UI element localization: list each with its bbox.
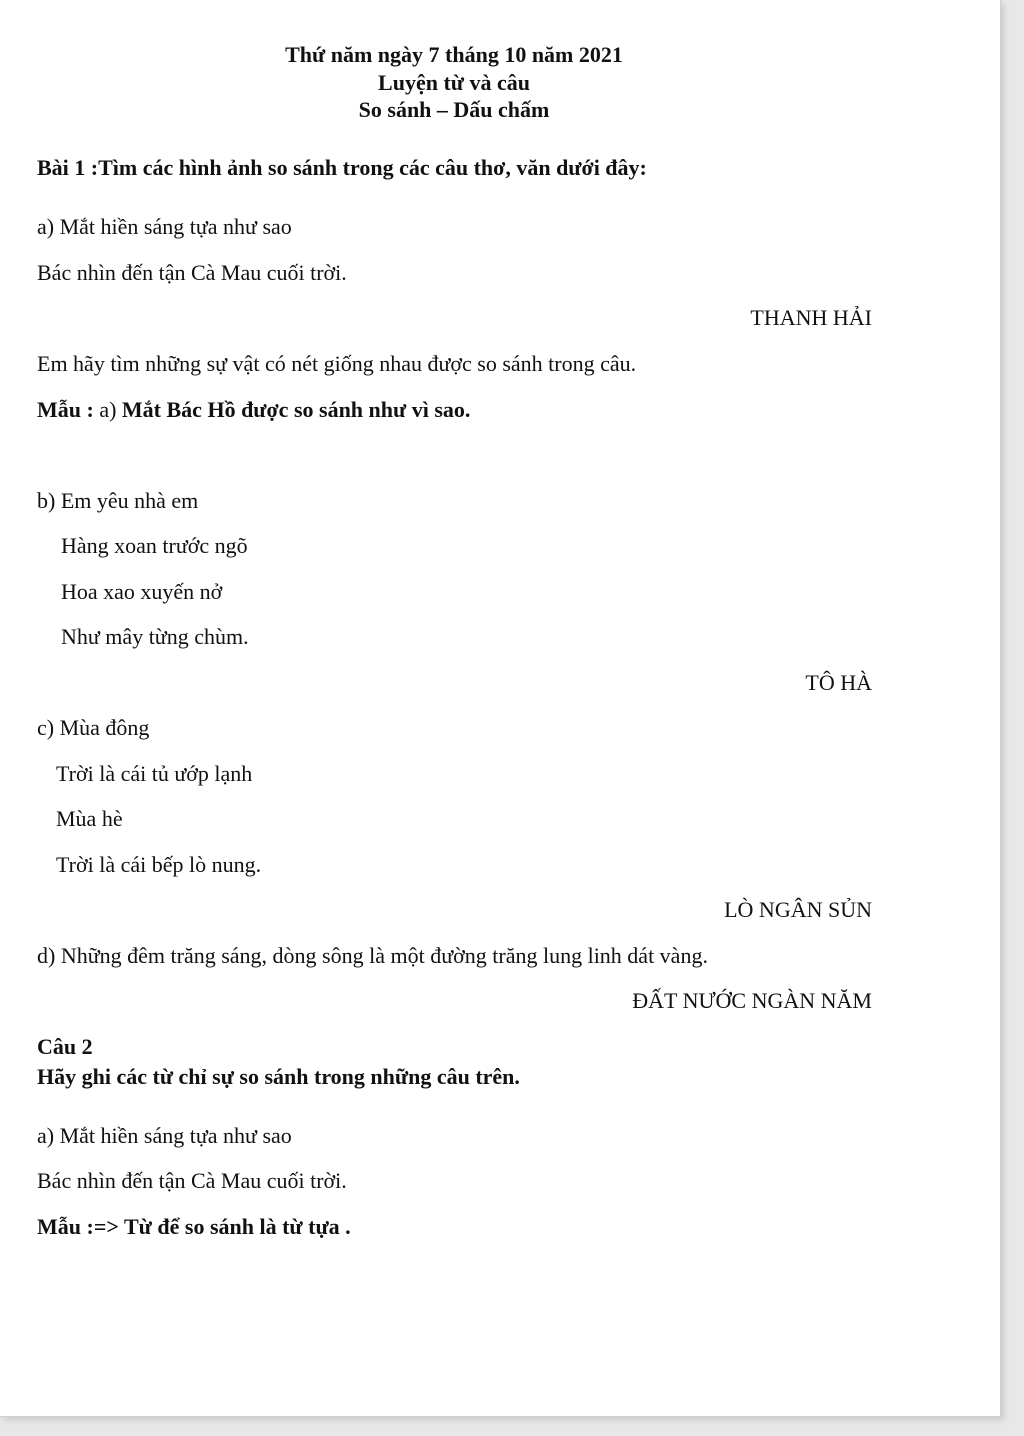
example-label: Mẫu : [37, 397, 94, 422]
exercise-1b-line-4: Như mây từng chùm. [61, 624, 249, 649]
exercise-2-instruction: Hãy ghi các từ chỉ sự so sánh trong những câu trên. [37, 1064, 520, 1089]
exercise-1d-line-1: d) Những đêm trăng sáng, dòng sông là một đường trăng lung linh dát vàng. [37, 943, 708, 968]
exercise-1a-line-1: a) Mắt hiền sáng tựa như sao [37, 214, 292, 239]
date-heading: Thứ năm ngày 7 tháng 10 năm 2021 [285, 42, 623, 67]
topic-heading: So sánh – Dấu chấm [358, 97, 550, 122]
exercise-2-title: Câu 2 [37, 1034, 93, 1059]
exercise-1-example [37, 399, 470, 421]
exercise-1b-line-3: Hoa xao xuyến nở [61, 579, 223, 604]
exercise-1-instruction: Em hãy tìm những sự vật có nét giống nhau được so sánh trong câu. [37, 351, 637, 376]
exercise-1a-line-2: Bác nhìn đến tận Cà Mau cuối trời. [37, 260, 347, 285]
exercise-1d-author: ĐẤT NƯỚC NGÀN NĂM [632, 988, 872, 1013]
exercise-1c-line-2: Trời là cái tủ ướp lạnh [56, 761, 253, 786]
exercise-1b-author: TÔ HÀ [805, 670, 872, 695]
exercise-2-example: Mẫu :=> Từ để so sánh là từ tựa . [37, 1214, 351, 1239]
example-text: Mắt Bác Hồ được so sánh như vì sao. [121, 397, 471, 422]
exercise-1a-author: THANH HẢI [750, 305, 872, 330]
subject-heading: Luyện từ và câu [378, 70, 530, 95]
example-item-marker: a) [99, 397, 117, 422]
exercise-1-title: Bài 1 :Tìm các hình ảnh so sánh trong các câu thơ, văn dưới đây: [37, 155, 647, 180]
exercise-1c-author: LÒ NGÂN SỦN [724, 897, 872, 922]
exercise-1b-line-2: Hàng xoan trước ngõ [61, 533, 248, 558]
exercise-1c-line-3: Mùa hè [56, 806, 123, 831]
exercise-1c-line-4: Trời là cái bếp lò nung. [56, 852, 262, 877]
exercise-2a-line-1: a) Mắt hiền sáng tựa như sao [37, 1123, 292, 1148]
exercise-1b-line-1: b) Em yêu nhà em [37, 488, 199, 513]
exercise-1c-line-1: c) Mùa đông [37, 715, 150, 740]
exercise-2a-line-2: Bác nhìn đến tận Cà Mau cuối trời. [37, 1168, 347, 1193]
